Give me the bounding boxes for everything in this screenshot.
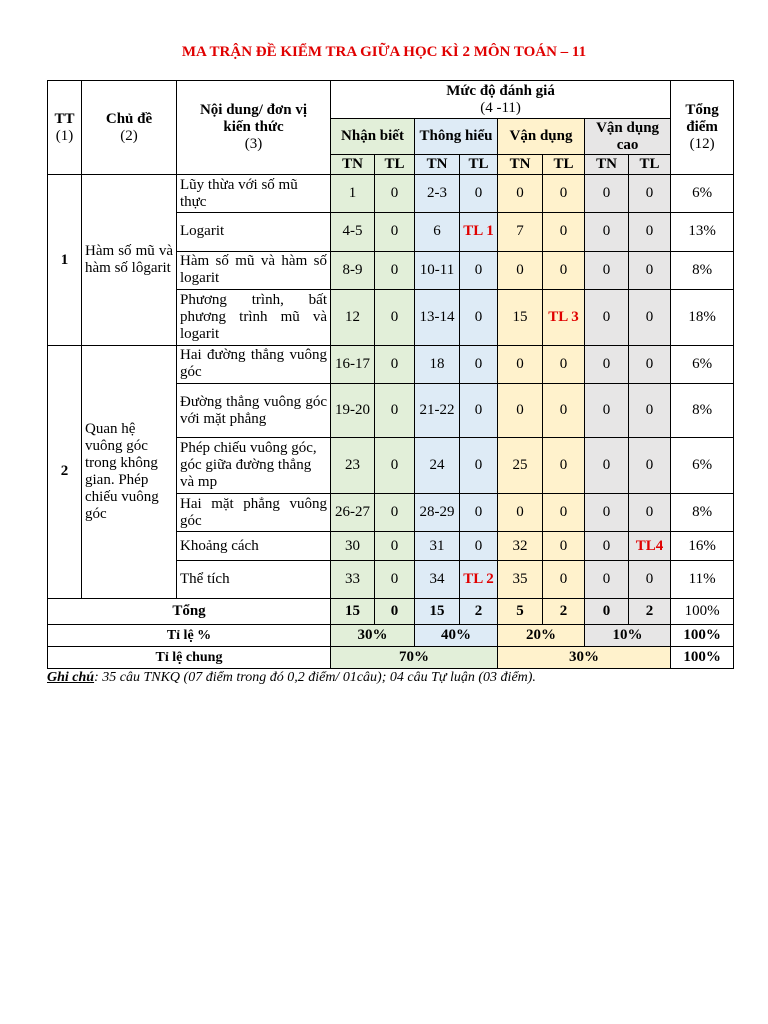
cell: 0: [629, 438, 671, 494]
topic-cell: Logarit: [177, 213, 331, 251]
header-tongdiem: Tổng điểm (12): [671, 81, 734, 175]
overall-ratio-cell: 70%: [331, 646, 498, 668]
footnote: [47, 670, 536, 686]
cell: 0: [585, 251, 629, 289]
topic-cell: Thể tích: [177, 560, 331, 598]
table-row: [48, 175, 734, 213]
cell: 0: [585, 494, 629, 532]
topic-cell: Phép chiếu vuông góc, góc giữa đường thẳng và mp: [177, 438, 331, 494]
sub-tl: TL: [460, 155, 498, 175]
group-chude: Hàm số mũ và hàm số lôgarit: [82, 175, 177, 346]
row-total: 16%: [671, 532, 734, 560]
row-total: 8%: [671, 383, 734, 437]
cell: 0: [375, 383, 415, 437]
row-total: 6%: [671, 175, 734, 213]
topic-cell: Hai đường thẳng vuông góc: [177, 345, 331, 383]
cell: 12: [331, 289, 375, 345]
cell: 0: [375, 532, 415, 560]
total-label: Tổng: [48, 598, 331, 624]
total-cell: 0: [585, 598, 629, 624]
cell: 0: [460, 175, 498, 213]
cell: 0: [375, 438, 415, 494]
cell: 0: [460, 289, 498, 345]
cell: 0: [585, 383, 629, 437]
cell: 32: [498, 532, 543, 560]
cell: 23: [331, 438, 375, 494]
footnote-text: : 35 câu TNKQ (07 điểm trong đó 0,2 điểm/ 01câu); 04 câu Tự luận (03 điểm).: [94, 670, 536, 685]
cell-essay: TL 1: [460, 213, 498, 251]
cell: 24: [415, 438, 460, 494]
cell-essay: TL4: [629, 532, 671, 560]
row-total: 6%: [671, 438, 734, 494]
cell: 0: [460, 532, 498, 560]
cell: 0: [629, 494, 671, 532]
cell: 0: [460, 251, 498, 289]
assessment-matrix-table: [47, 80, 734, 669]
header-tt: TT (1): [48, 81, 82, 175]
total-cell: 2: [629, 598, 671, 624]
ratio-label: Tỉ lệ %: [48, 624, 331, 646]
group-chude: Quan hệ vuông góc trong không gian. Phép chiếu vuông góc: [82, 345, 177, 598]
topic-cell: Lũy thừa với số mũ thực: [177, 175, 331, 213]
topic-cell: Phương trình, bất phương trình mũ và logarit: [177, 289, 331, 345]
ratio-cell: 10%: [585, 624, 671, 646]
cell: 0: [460, 438, 498, 494]
cell: 0: [629, 345, 671, 383]
header-chude: Chủ đề (2): [82, 81, 177, 175]
header-row-1: [48, 81, 734, 119]
cell: 10-11: [415, 251, 460, 289]
row-total: 13%: [671, 213, 734, 251]
cell: 0: [498, 494, 543, 532]
row-total: 8%: [671, 494, 734, 532]
cell: 0: [460, 383, 498, 437]
total-cell: 15: [415, 598, 460, 624]
cell: 8-9: [331, 251, 375, 289]
row-total: 18%: [671, 289, 734, 345]
cell: 0: [543, 494, 585, 532]
cell: 0: [543, 383, 585, 437]
ratio-cell: 40%: [415, 624, 498, 646]
cell: 0: [498, 251, 543, 289]
level-nhan-biet: Nhận biết: [331, 119, 415, 155]
cell: 19-20: [331, 383, 375, 437]
cell: 34: [415, 560, 460, 598]
cell-essay: TL 2: [460, 560, 498, 598]
cell: 35: [498, 560, 543, 598]
row-total: 6%: [671, 345, 734, 383]
cell: 0: [543, 345, 585, 383]
row-total: 8%: [671, 251, 734, 289]
page-title: MA TRẬN ĐỀ KIỂM TRA GIỮA HỌC KÌ 2 MÔN TOÁN – 11: [181, 44, 587, 60]
overall-ratio-label: Tỉ lệ chung: [48, 646, 331, 668]
cell: 33: [331, 560, 375, 598]
cell: 0: [375, 560, 415, 598]
cell: 0: [629, 289, 671, 345]
ratio-cell: 20%: [498, 624, 585, 646]
total-cell: 2: [543, 598, 585, 624]
cell: 0: [375, 251, 415, 289]
overall-ratio-cell: 30%: [498, 646, 671, 668]
sub-tl: TL: [375, 155, 415, 175]
header-noidung: Nội dung/ đơn vị kiến thức (3): [177, 81, 331, 175]
cell: 6: [415, 213, 460, 251]
total-cell: 15: [331, 598, 375, 624]
cell: 0: [543, 213, 585, 251]
group-tt: 2: [48, 345, 82, 598]
total-cell: 5: [498, 598, 543, 624]
cell: 0: [543, 438, 585, 494]
group-tt: 1: [48, 175, 82, 346]
cell: 0: [629, 251, 671, 289]
cell: 28-29: [415, 494, 460, 532]
cell: 2-3: [415, 175, 460, 213]
cell: 0: [375, 494, 415, 532]
total-row: [48, 598, 734, 624]
cell: 30: [331, 532, 375, 560]
cell: 0: [543, 175, 585, 213]
cell: 0: [543, 251, 585, 289]
cell: 0: [460, 494, 498, 532]
total-cell: 2: [460, 598, 498, 624]
cell: 0: [585, 560, 629, 598]
cell: 0: [460, 345, 498, 383]
level-thong-hieu: Thông hiểu: [415, 119, 498, 155]
cell: 13-14: [415, 289, 460, 345]
ratio-total: 100%: [671, 624, 734, 646]
footnote-label: Ghi chú: [47, 670, 95, 685]
row-total: 11%: [671, 560, 734, 598]
cell: 21-22: [415, 383, 460, 437]
cell: 0: [585, 345, 629, 383]
sub-tn: TN: [331, 155, 375, 175]
cell: 0: [585, 289, 629, 345]
total-cell: 0: [375, 598, 415, 624]
cell: 1: [331, 175, 375, 213]
overall-ratio-row: [48, 646, 734, 668]
cell: 0: [375, 213, 415, 251]
cell: 0: [498, 383, 543, 437]
cell: 0: [543, 532, 585, 560]
sub-tn: TN: [415, 155, 460, 175]
cell: 0: [375, 175, 415, 213]
cell: 0: [375, 289, 415, 345]
sub-tn: TN: [585, 155, 629, 175]
cell: 0: [629, 560, 671, 598]
cell: 0: [375, 345, 415, 383]
cell: 0: [585, 213, 629, 251]
cell: 0: [629, 383, 671, 437]
header-mucdo: Mức độ đánh giá (4 -11): [331, 81, 671, 119]
ratio-cell: 30%: [331, 624, 415, 646]
cell: 15: [498, 289, 543, 345]
topic-cell: Khoảng cách: [177, 532, 331, 560]
cell: 31: [415, 532, 460, 560]
cell: 0: [585, 532, 629, 560]
total-percent: 100%: [671, 598, 734, 624]
cell: 0: [629, 213, 671, 251]
cell: 0: [585, 175, 629, 213]
cell-essay: TL 3: [543, 289, 585, 345]
topic-cell: Hàm số mũ và hàm số logarit: [177, 251, 331, 289]
cell: 0: [498, 345, 543, 383]
ratio-row: [48, 624, 734, 646]
topic-cell: Hai mặt phẳng vuông góc: [177, 494, 331, 532]
cell: 7: [498, 213, 543, 251]
level-van-dung: Vận dụng: [498, 119, 585, 155]
level-van-dung-cao: Vận dụng cao: [585, 119, 671, 155]
cell: 16-17: [331, 345, 375, 383]
cell: 0: [585, 438, 629, 494]
cell: 4-5: [331, 213, 375, 251]
topic-cell: Đường thẳng vuông góc với mặt phẳng: [177, 383, 331, 437]
sub-tl: TL: [543, 155, 585, 175]
cell: 18: [415, 345, 460, 383]
cell: 0: [629, 175, 671, 213]
cell: 0: [543, 560, 585, 598]
cell: 26-27: [331, 494, 375, 532]
cell: 25: [498, 438, 543, 494]
table-row: [48, 345, 734, 383]
sub-tl: TL: [629, 155, 671, 175]
overall-ratio-total: 100%: [671, 646, 734, 668]
cell: 0: [498, 175, 543, 213]
sub-tn: TN: [498, 155, 543, 175]
